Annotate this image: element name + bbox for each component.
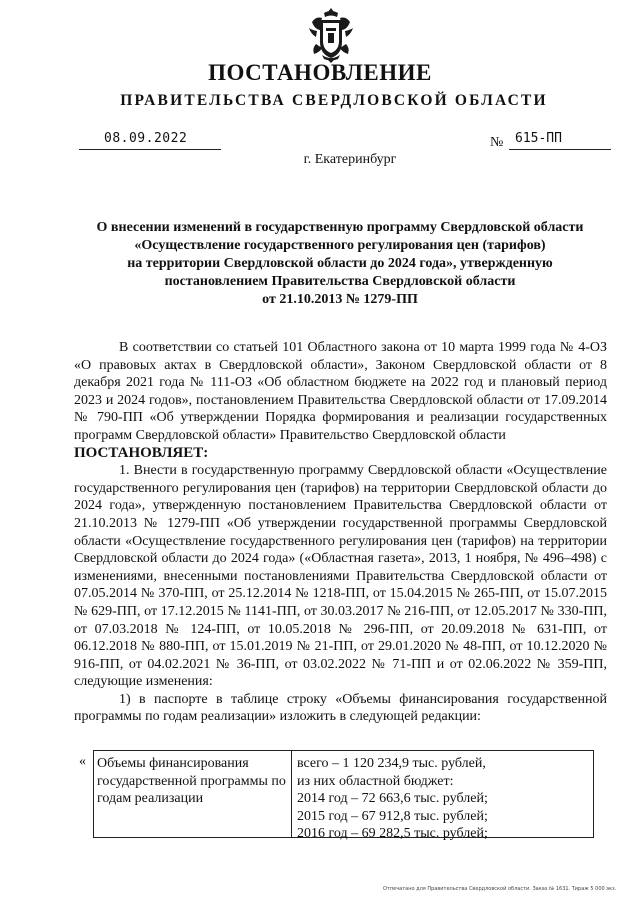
coat-of-arms-emblem <box>306 6 356 64</box>
table-value-line: 2015 год – 67 912,8 тыс. рублей; <box>297 808 488 824</box>
document-body <box>74 339 607 726</box>
number-sign: № <box>490 135 504 150</box>
table-column-divider <box>291 751 292 837</box>
subject-line: на территории Свердловской области до 2024 года», утвержденную <box>127 256 553 271</box>
resolve-heading: ПОСТАНОВЛЯЕТ: <box>74 444 209 461</box>
item-1-paragraph: 1. Внести в государственную программу Свердловской области «Осуществление государственного регулирования цен (тарифов) на территории Свердловской области до 2024 года», утвержденную постановлением Правительства Свердловской области от 21.10.2013 № 1279-ПП «Об утверждении государственной программы Свердловской области «Осуществление государственного регулирования цен (тарифов) на территории Свердловской области до 2024 года» («Областная газета», 2013, 1 ноября, № 496–498) с изменениями, внесенными постановлениями Правительства Свердловской области от 07.05.2014 № 370-ПП, от 25.12.2014 № 1218-ПП, от 15.04.2015 № 265-ПП, от 15.07.2015 № 629-ПП, от 17.12.2015 № 1141-ПП, от 30.03.2017 № 216-ПП, от 12.05.2017 № 330-ПП, от 07.03.2018 № 124-ПП, от 10.05.2018 № 296-ПП, от 20.09.2018 № 631-ПП, от 06.12.2018 № 880-ПП, от 15.01.2019 № 21-ПП, от 29.01.2020 № 48-ПП, от 10.12.2020 № 916-ПП, от 04.02.2021 № 36-ПП, от 03.02.2022 № 71-ПП и от 02.06.2022 № 359-ПП, следующие изменения: <box>74 463 607 690</box>
intro-paragraph: В соответствии со статьей 101 Областного закона от 10 марта 1999 года № 4-ОЗ «О правовых актах в Свердловской области», Законом Свердловской области от 8 декабря 2021 года № 111-ОЗ «Об областном бюджете на 2022 год и плановый период 2023 и 2024 годов», постановлением Правительства Свердловской области от 17.09.2014 № 790-ПП «Об утверждении Порядка формирования и реализации государственных программ Свердловской области» Правительство Свердловской области <box>74 340 607 443</box>
table-value-line: из них областной бюджет: <box>297 773 454 789</box>
table-row-values <box>297 755 591 843</box>
table-value-line: 2014 год – 72 663,6 тыс. рублей; <box>297 791 488 807</box>
table-row-label: Объемы финансирования государственной программы по годам реализации <box>97 756 286 807</box>
city-label: г. Екатеринбург <box>303 152 397 167</box>
document-title: ПОСТАНОВЛЕНИЕ <box>208 60 432 85</box>
document-date: 08.09.2022 <box>104 131 188 146</box>
print-footer: Отпечатано для Правительства Свердловской области. Заказ № 1631. Тираж 5 000 экз. <box>383 886 617 892</box>
subject-line: постановлением Правительства Свердловской области <box>164 274 516 289</box>
table-value-line: 2016 год – 69 282,5 тыс. рублей; <box>297 826 488 842</box>
issuer-subtitle: ПРАВИТЕЛЬСТВА СВЕРДЛОВСКОЙ ОБЛАСТИ <box>120 92 548 109</box>
subject-line: О внесении изменений в государственную программу Свердловской области <box>96 220 584 235</box>
subject-line: «Осуществление государственного регулирования цен (тарифов) <box>134 238 546 253</box>
subject-line: от 21.10.2013 № 1279-ПП <box>262 292 418 307</box>
opening-quote: « <box>79 754 86 769</box>
date-field <box>79 131 221 150</box>
financing-table <box>93 750 594 842</box>
subitem-1-paragraph: 1) в паспорте в таблице строку «Объемы финансирования государственной программы по годам реализации» изложить в следующей редакции: <box>74 691 607 725</box>
document-number: 615-ПП <box>515 131 562 146</box>
document-subject <box>70 219 610 309</box>
number-field <box>509 131 611 150</box>
table-value-line: всего – 1 120 234,9 тыс. рублей, <box>297 756 486 771</box>
